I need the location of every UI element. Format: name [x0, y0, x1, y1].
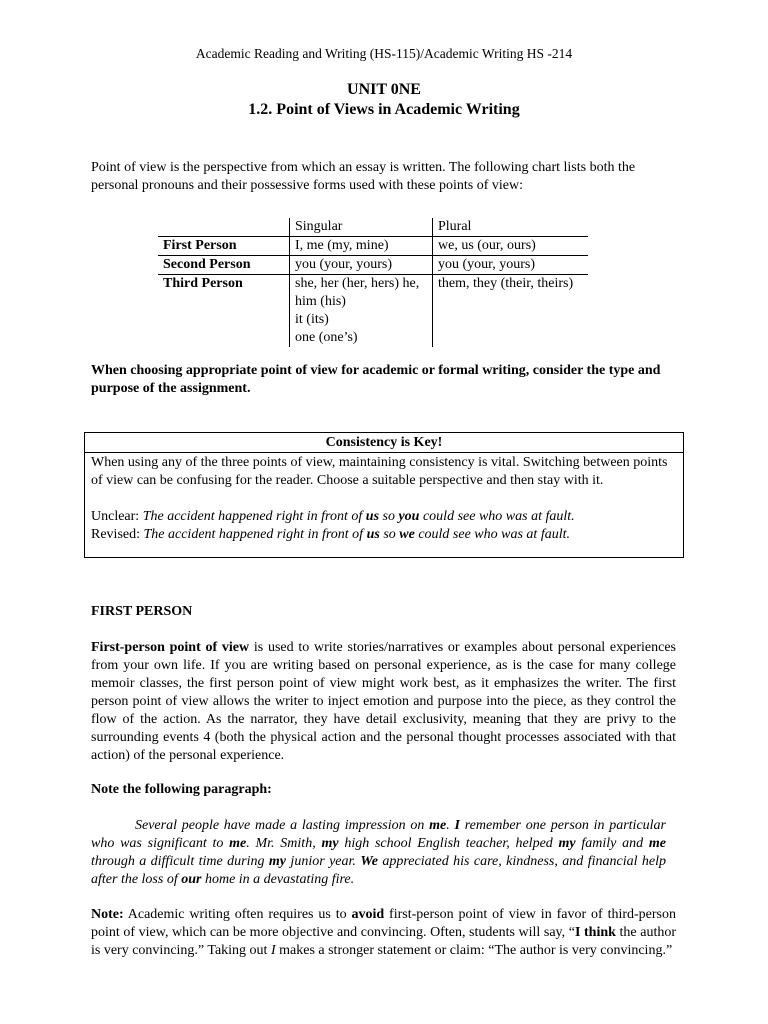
- plural-cell: we, us (our, ours): [433, 237, 589, 256]
- note-emphasis: I think: [574, 925, 616, 940]
- table-row: [158, 237, 588, 256]
- example-pronoun: me: [229, 836, 247, 851]
- example-pronoun: our: [181, 872, 202, 887]
- example-pronoun: us: [366, 527, 380, 542]
- table-header-cell: [158, 218, 290, 237]
- person-cell: First Person: [158, 237, 290, 256]
- example-text: The accident happened right in front of: [142, 509, 366, 524]
- final-note-paragraph: [91, 906, 676, 960]
- example-pronoun: me: [429, 818, 447, 833]
- example-paragraph: [91, 817, 666, 889]
- singular-line: she, her (her, hers) he,: [295, 276, 420, 291]
- first-person-term: First-person point of view: [91, 640, 250, 655]
- note-text: first-person point of view in favor of third-person point of view, which can be more objective and convincing. Often, students will say, “: [91, 907, 676, 940]
- example-text: high school English teacher, helped: [338, 836, 559, 851]
- example-pronoun: me: [648, 836, 667, 851]
- example-text: The accident happened right in front of: [143, 527, 367, 542]
- plural-cell: you (your, yours): [433, 256, 589, 275]
- table-header-cell: Plural: [433, 218, 589, 237]
- example-text: . Mr. Smith,: [246, 836, 322, 851]
- example-text: could see who was at fault.: [419, 509, 575, 524]
- example-pronoun: my: [268, 854, 287, 869]
- note-emphasis: avoid: [351, 907, 385, 922]
- singular-cell: I, me (my, mine): [290, 237, 433, 256]
- unclear-label: Unclear:: [91, 509, 143, 524]
- consistency-box-title: Consistency is Key!: [85, 433, 683, 453]
- table-row: [158, 275, 588, 348]
- consistency-box-body: [85, 453, 683, 544]
- first-person-body: is used to write stories/narratives or examples about personal experiences from your own life. If you are writing based on personal experience, as is the case for many college memoir classes, the first person point of view might work best, as it emphasizes the writer. The first person point of view allows the writer to inject emotion and purpose into the piece, as they control the flow of the action. As the narrator, they have detail exclusivity, meaning that they are privy to the surrounding events 4 (both the physical action and the personal thought processes associated with that action) of the personal experience.: [91, 640, 676, 763]
- example-pronoun: us: [365, 509, 380, 524]
- unclear-example: [91, 508, 677, 526]
- singular-line: him (his): [295, 294, 346, 309]
- singular-line: it (its): [295, 312, 329, 327]
- example-pronoun: my: [558, 836, 576, 851]
- example-pronoun: you: [398, 509, 420, 524]
- example-text: junior year.: [286, 854, 361, 869]
- example-text: home in a devastating fire.: [201, 872, 355, 887]
- running-header: Academic Reading and Writing (HS-115)/Academic Writing HS -214: [195, 46, 573, 61]
- example-text: family and: [575, 836, 649, 851]
- table-header-row: [158, 218, 588, 237]
- revised-example: [91, 526, 677, 544]
- note-italic: I: [270, 943, 276, 958]
- note-text: Academic writing often requires us to: [123, 907, 352, 922]
- singular-line: one (one’s): [295, 330, 358, 345]
- table-row: [158, 256, 588, 275]
- example-text: through a difficult time during: [91, 854, 269, 869]
- singular-cell: [290, 275, 433, 348]
- example-pronoun: I: [454, 818, 460, 833]
- choosing-note: When choosing appropriate point of view for academic or formal writing, consider the type and purpose of the assignment.: [91, 363, 661, 396]
- intro-paragraph: Point of view is the perspective from which an essay is written. The following chart lists both the personal pronouns and their possessive forms used with these points of view:: [91, 160, 636, 193]
- example-text: Several people have made a lasting impression on: [135, 818, 430, 833]
- note-text: makes a stronger statement or claim: “The author is very convincing.”: [275, 943, 673, 958]
- example-text: appreciated his care, kindness, and financial help after the loss of: [91, 854, 667, 887]
- unit-title: UNIT 0NE: [347, 81, 421, 98]
- plural-cell: them, they (their, theirs): [433, 275, 589, 348]
- first-person-paragraph: [91, 639, 676, 765]
- first-person-heading: FIRST PERSON: [91, 604, 193, 619]
- note-text: the author is very convincing.” Taking out: [91, 925, 676, 958]
- note-label: Note:: [91, 907, 124, 922]
- person-cell: Second Person: [158, 256, 290, 275]
- example-pronoun: my: [321, 836, 339, 851]
- note-heading: Note the following paragraph:: [91, 782, 272, 797]
- example-text: could see who was at fault.: [414, 527, 570, 542]
- revised-label: Revised:: [91, 527, 144, 542]
- example-text: remember one person in particular who was significant to: [91, 818, 667, 851]
- example-text: so: [379, 527, 400, 542]
- example-text: so: [379, 509, 399, 524]
- pronoun-table: [158, 218, 588, 347]
- section-title: 1.2. Point of Views in Academic Writing: [248, 101, 520, 118]
- example-text: .: [446, 818, 455, 833]
- singular-cell: you (your, yours): [290, 256, 433, 275]
- table-header-cell: Singular: [290, 218, 433, 237]
- person-cell: Third Person: [163, 276, 243, 291]
- example-pronoun: We: [360, 854, 378, 869]
- consistency-text: When using any of the three points of view, maintaining consistency is vital. Switching between points of view can be confusing for the reader. Choose a suitable perspective and then stay with it.: [91, 455, 668, 488]
- example-pronoun: we: [399, 527, 415, 542]
- consistency-box: [84, 432, 684, 558]
